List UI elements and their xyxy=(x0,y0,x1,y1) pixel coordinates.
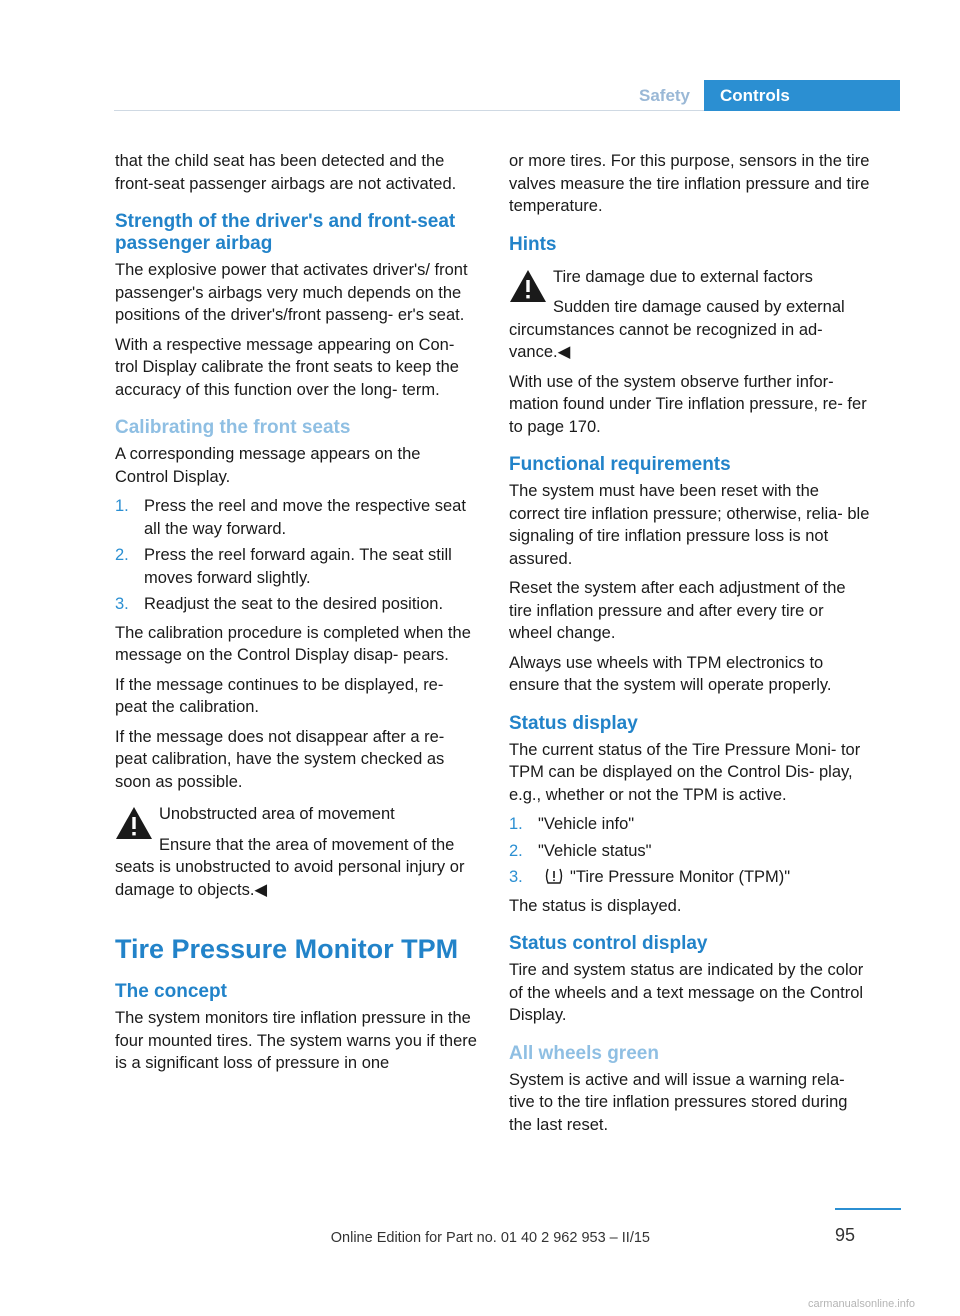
list-item xyxy=(509,840,871,863)
warning-triangle-icon xyxy=(115,806,153,840)
warning-note-tire-damage xyxy=(509,266,871,364)
paragraph: If the message continues to be displayed, re‐ peat the calibration. xyxy=(115,675,444,716)
paragraph: The system must have been reset with the correct tire inflation pressure; otherwise, relia‐ ble signaling of tire inflation pressure loss is not assured. xyxy=(509,482,870,568)
paragraph: The calibration procedure is completed when the message on the Control Display disap‐ pears. xyxy=(115,623,471,664)
step-text: "Vehicle status" xyxy=(538,841,652,860)
list-item xyxy=(115,495,477,540)
paragraph: The explosive power that activates driver's/ front passenger's airbags very much depends on the positions of the driver's/front passeng‐ er's seat. xyxy=(115,261,468,324)
paragraph: Reset the system after each adjustment of the tire inflation pressure and after every tire or wheel change. xyxy=(509,579,846,642)
page-number: 95 xyxy=(835,1225,856,1245)
heading-tpm: Tire Pressure Monitor TPM xyxy=(115,934,459,964)
tab-safety[interactable]: Safety xyxy=(638,86,691,105)
heading-status-display: Status display xyxy=(509,712,638,734)
step-text: Press the reel forward again. The seat still moves forward slightly. xyxy=(144,546,452,587)
heading-calibrating-seats: Calibrating the front seats xyxy=(115,417,351,438)
status-steps xyxy=(509,813,871,889)
watermark: carmanualsonline.info xyxy=(808,1298,916,1310)
heading-functional-requirements: Functional requirements xyxy=(509,454,731,475)
heading-airbag-strength: Strength of the driver's and front-seat passenger airbag xyxy=(115,211,456,254)
paragraph: The system monitors tire inflation pressure in the four mounted tires. The system warns you if there is a significant loss of pressure in one xyxy=(115,1009,477,1072)
warning-text: Ensure that the area of movement of the seats is unobstructed to avoid personal injury or damage to objects.◀ xyxy=(115,835,465,899)
list-item xyxy=(509,866,871,889)
paragraph: With use of the system observe further infor‐ mation found under Tire inflation pressure, re‐ fer to page 170. xyxy=(509,372,867,436)
step-number: 1. xyxy=(509,815,523,833)
list-item xyxy=(115,544,477,589)
paragraph: Always use wheels with TPM electronics to ensure that the system will operate properly. xyxy=(509,653,832,694)
warning-title: Unobstructed area of movement xyxy=(159,805,395,823)
step-text: "Tire Pressure Monitor (TPM)" xyxy=(570,868,791,886)
step-text: Readjust the seat to the desired position. xyxy=(144,595,444,613)
step-number: 1. xyxy=(115,497,129,515)
paragraph: The current status of the Tire Pressure Moni‐ tor TPM can be displayed on the Control Dis‐ play, e.g., whether or not the TPM is active. xyxy=(509,740,861,804)
list-item xyxy=(115,593,477,616)
paragraph: that the child seat has been detected and the front-seat passenger airbags are not activated. xyxy=(115,152,457,193)
footer-edition: Online Edition for Part no. 01 40 2 962 953 – II/15 xyxy=(330,1230,650,1246)
step-number: 3. xyxy=(115,595,129,613)
step-text: Press the reel and move the respective seat all the way forward. xyxy=(144,497,466,538)
paragraph: or more tires. For this purpose, sensors in the tire valves measure the tire inflation pressure and tire temperature. xyxy=(509,152,870,215)
warning-triangle-icon xyxy=(509,269,547,303)
left-column xyxy=(115,150,477,1082)
list-item xyxy=(509,813,871,836)
step-number: 2. xyxy=(509,841,523,860)
paragraph: A corresponding message appears on the Control Display. xyxy=(115,445,421,486)
paragraph: System is active and will issue a warning rela‐ tive to the tire inflation pressures stored during the last reset. xyxy=(509,1070,848,1134)
paragraph: The status is displayed. xyxy=(509,896,682,915)
paragraph: With a respective message appearing on Con‐ trol Display calibrate the front seats to keep the accuracy of this function over the long- term. xyxy=(115,335,459,399)
tab-controls[interactable]: Controls xyxy=(704,80,900,111)
heading-concept: The concept xyxy=(115,981,227,1002)
heading-hints: Hints xyxy=(509,233,557,255)
warning-title: Tire damage due to external factors xyxy=(553,267,813,286)
step-number: 2. xyxy=(115,546,129,564)
calibration-steps xyxy=(115,495,477,616)
warning-note-movement xyxy=(115,803,477,901)
step-number: 3. xyxy=(509,868,523,886)
paragraph: If the message does not disappear after a re‐ peat calibration, have the system checked as soon as possible. xyxy=(115,727,445,791)
right-column xyxy=(509,150,871,1143)
paragraph: Tire and system status are indicated by the color of the wheels and a text message on the Control Display. xyxy=(509,961,864,1024)
heading-all-wheels-green: All wheels green xyxy=(509,1042,659,1064)
warning-text: Sudden tire damage caused by external circumstances cannot be recognized in ad‐ vance.◀ xyxy=(509,298,845,361)
heading-status-control-display: Status control display xyxy=(509,933,708,954)
step-text: "Vehicle info" xyxy=(538,815,635,833)
footer-rule xyxy=(835,1208,901,1210)
tire-pressure-icon xyxy=(544,868,564,884)
